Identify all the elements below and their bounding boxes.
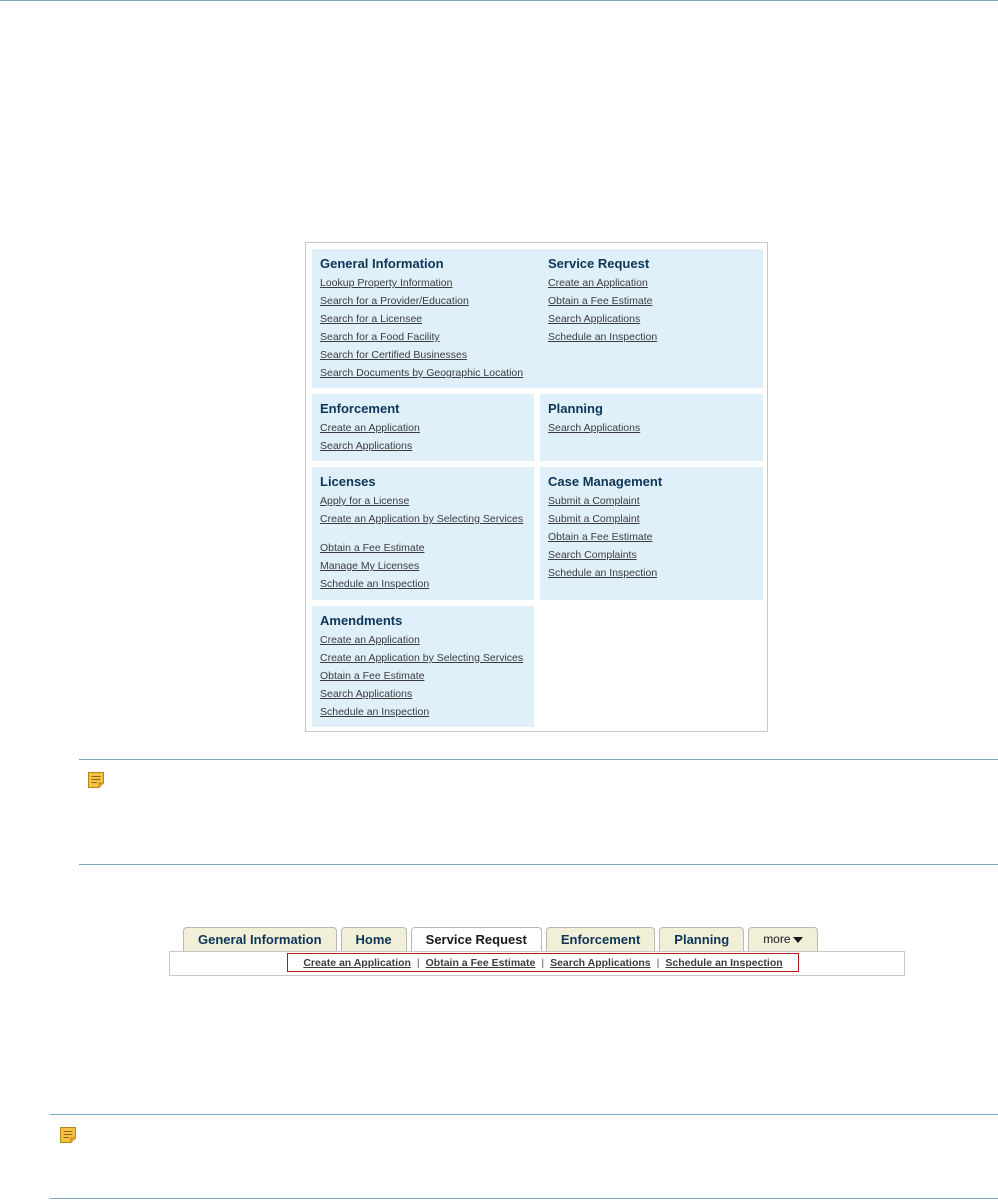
- sublink-obtain-fee-estimate[interactable]: Obtain a Fee Estimate: [425, 956, 536, 969]
- link-schedule-inspection[interactable]: Schedule an Inspection: [320, 706, 430, 718]
- module-general-information: [312, 249, 540, 388]
- module-tab-bar: [183, 927, 818, 952]
- sublink-search-applications[interactable]: Search Applications: [550, 956, 651, 969]
- link-submit-complaint[interactable]: Submit a Complaint: [548, 495, 640, 507]
- tab-home[interactable]: Home: [341, 927, 407, 951]
- link-manage-my-licenses[interactable]: Manage My Licenses: [320, 560, 420, 572]
- link-lookup-property-information[interactable]: Lookup Property Information: [320, 277, 453, 289]
- module-title: Enforcement: [320, 401, 400, 416]
- link-obtain-fee-estimate[interactable]: Obtain a Fee Estimate: [548, 531, 653, 543]
- module-licenses: [312, 467, 534, 600]
- module-enforcement: [312, 394, 534, 461]
- link-create-application[interactable]: Create an Application: [548, 277, 648, 289]
- link-search-licensee[interactable]: Search for a Licensee: [320, 313, 423, 325]
- link-search-complaints[interactable]: Search Complaints: [548, 549, 637, 561]
- module-service-request: [540, 249, 763, 388]
- separator: |: [656, 956, 660, 969]
- link-create-application-selecting-services[interactable]: Create an Application by Selecting Services: [320, 652, 524, 664]
- link-search-provider-education[interactable]: Search for a Provider/Education: [320, 295, 469, 307]
- top-divider: [0, 0, 998, 1]
- tab-general-information[interactable]: General Information: [183, 927, 337, 951]
- module-title: Service Request: [548, 256, 650, 271]
- link-create-application[interactable]: Create an Application: [320, 422, 420, 434]
- note-top-divider: [79, 759, 998, 760]
- separator: |: [416, 956, 420, 969]
- link-search-applications[interactable]: Search Applications: [320, 440, 413, 452]
- link-obtain-fee-estimate[interactable]: Obtain a Fee Estimate: [548, 295, 653, 307]
- link-obtain-fee-estimate[interactable]: Obtain a Fee Estimate: [320, 670, 425, 682]
- link-search-documents-geographic[interactable]: Search Documents by Geographic Location: [320, 367, 524, 379]
- link-schedule-inspection[interactable]: Schedule an Inspection: [320, 578, 430, 590]
- note-icon: [87, 771, 105, 789]
- link-search-applications[interactable]: Search Applications: [548, 313, 641, 325]
- module-title: Amendments: [320, 613, 403, 628]
- tab-planning[interactable]: Planning: [659, 927, 744, 951]
- link-search-applications[interactable]: Search Applications: [548, 422, 641, 434]
- link-search-certified-businesses[interactable]: Search for Certified Businesses: [320, 349, 468, 361]
- note-bottom-divider: [50, 1198, 998, 1199]
- note-icon: [59, 1126, 77, 1144]
- link-search-applications[interactable]: Search Applications: [320, 688, 413, 700]
- module-title: Planning: [548, 401, 603, 416]
- module-links-panel: [305, 242, 768, 732]
- sublink-create-application[interactable]: Create an Application: [303, 956, 411, 969]
- module-title: Licenses: [320, 474, 376, 489]
- highlighted-sub-links: [287, 953, 799, 972]
- module-amendments: [312, 606, 534, 727]
- note-top-divider: [50, 1114, 998, 1115]
- tab-service-request[interactable]: Service Request: [411, 927, 542, 953]
- module-title: General Information: [320, 256, 444, 271]
- link-submit-complaint[interactable]: Submit a Complaint: [548, 513, 640, 525]
- module-planning: [540, 394, 763, 461]
- chevron-down-icon: [793, 937, 803, 943]
- link-create-application[interactable]: Create an Application: [320, 634, 420, 646]
- link-apply-for-license[interactable]: Apply for a License: [320, 495, 410, 507]
- sublink-schedule-inspection[interactable]: Schedule an Inspection: [665, 956, 783, 969]
- more-label: more: [763, 932, 791, 946]
- module-case-management: [540, 467, 763, 600]
- link-schedule-inspection[interactable]: Schedule an Inspection: [548, 331, 658, 343]
- tab-enforcement[interactable]: Enforcement: [546, 927, 655, 951]
- separator: |: [541, 956, 545, 969]
- link-search-food-facility[interactable]: Search for a Food Facility: [320, 331, 440, 343]
- module-title: Case Management: [548, 474, 663, 489]
- tab-more[interactable]: [748, 927, 817, 951]
- link-create-application-selecting-services[interactable]: Create an Application by Selecting Services: [320, 513, 524, 525]
- note-bottom-divider: [79, 864, 998, 865]
- link-schedule-inspection[interactable]: Schedule an Inspection: [548, 567, 658, 579]
- link-obtain-fee-estimate[interactable]: Obtain a Fee Estimate: [320, 542, 425, 554]
